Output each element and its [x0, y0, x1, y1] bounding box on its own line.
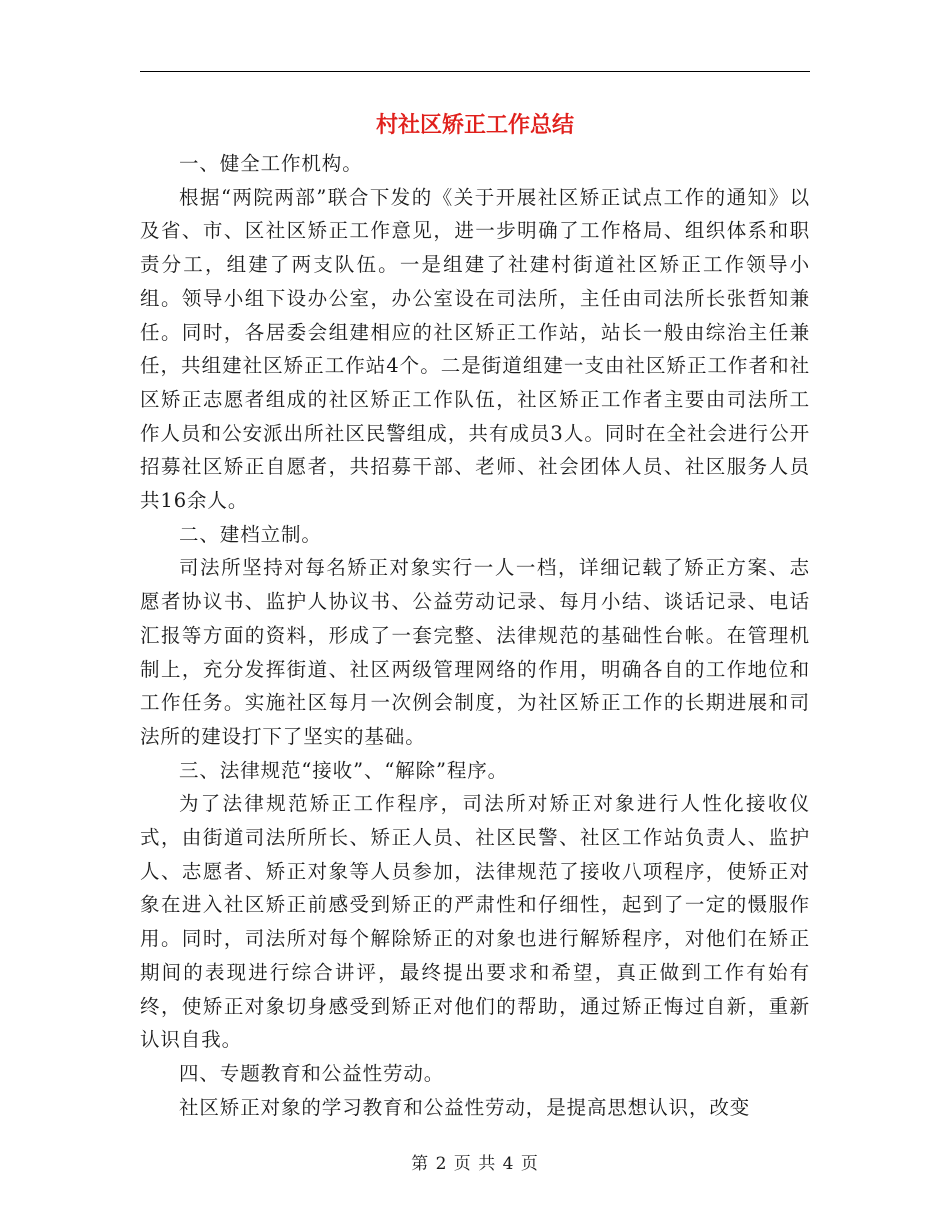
document-title: 村社区矫正工作总结: [375, 112, 574, 138]
paragraph-3: 为了法律规范矫正工作程序，司法所对矫正对象进行人性化接收仪式，由街道司法所所长、矫正人员、社区民警、社区工作站负责人、监护人、志愿者、矫正对象等人员参加，法律规范了接收八项程序，使矫正对象在进入社区矫正前感受到矫正的严肃性和仔细性，起到了一定的慑服作用。同时，司法所对每个解除矫正的对象也进行解矫程序，对他们在矫正期间的表现进行综合讲评，最终提出要求和希望，真正做到工作有始有终，使矫正对象切身感受到矫正对他们的帮助，通过矫正悔过自新，重新认识自我。: [140, 792, 810, 1052]
paragraph-4: 社区矫正对象的学习教育和公益性劳动，是提高思想认识，改变: [179, 1095, 751, 1119]
paragraph-2: 司法所坚持对每名矫正对象实行一人一档，详细记载了矫正方案、志愿者协议书、监护人协议书、公益劳动记录、每月小结、谈话记录、电话汇报等方面的资料，形成了一套完整、法律规范的基础性台帐。在管理机制上，充分发挥街道、社区两级管理网络的作用，明确各自的工作地位和工作任务。实施社区每月一次例会制度，为社区矫正工作的长期进展和司法所的建设打下了坚实的基础。: [140, 556, 810, 748]
section-heading-2: 二、建档立制。: [179, 522, 322, 546]
section-heading-4: 四、专题教育和公益性劳动。: [179, 1061, 445, 1085]
paragraph-1: 根据“两院两部”联合下发的《关于开展社区矫正试点工作的通知》以及省、市、区社区矫正工作意见，进一步明确了工作格局、组织体系和职责分工，组建了两支队伍。一是组建了社建村街道社区矫正工作领导小组。领导小组下设办公室，办公室设在司法所，主任由司法所长张哲知兼任。同时，各居委会组建相应的社区矫正工作站，站长一般由综治主任兼任，共组建社区矫正工作站4个。二是街道组建一支由社区矫正工作者和社区矫正志愿者组成的社区矫正工作队伍，社区矫正工作者主要由司法所工作人员和公安派出所社区民警组成，共有成员3人。同时在全社会进行公开招募社区矫正自愿者，共招募干部、老师、社会团体人员、社区服务人员共16余人。: [140, 185, 810, 513]
page-footer: 第 2 页 共 4 页: [411, 1154, 539, 1174]
document-body: [140, 147, 810, 1124]
section-heading-3: 三、法律规范“接收”、“解除”程序。: [179, 758, 509, 782]
section-heading-1: 一、健全工作机构。: [179, 152, 363, 175]
header-rule: [140, 71, 810, 72]
